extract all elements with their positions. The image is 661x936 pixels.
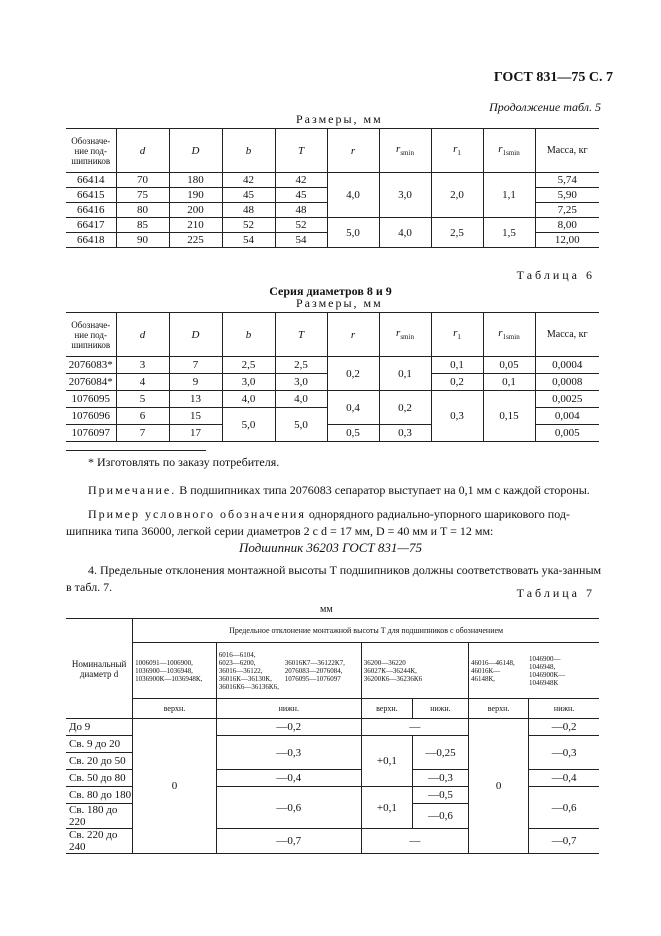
col-d: d xyxy=(116,129,169,173)
table5-caption: Размеры, мм xyxy=(296,112,383,126)
col-d: d xyxy=(116,313,169,357)
col-D: D xyxy=(169,129,222,173)
col-upper-1: верхн. xyxy=(133,699,217,719)
col-b: b xyxy=(222,313,275,357)
table-row: Св. 50 до 80 —0,4 —0,3 —0,4 xyxy=(66,770,599,787)
group-5-6: 46016—46148, 46016К— 46148К, 1046900— 1046948, 1046900К— 1046948К xyxy=(468,643,599,699)
col-r1: $r_1$ xyxy=(431,129,483,173)
table-6 xyxy=(66,312,599,442)
col-T: T xyxy=(275,129,327,173)
table-row: 2076084* 4 9 3,0 3,0 0,2 0,1 0,0008 xyxy=(66,374,599,391)
table6-label: Таблица 6 xyxy=(516,268,595,282)
table-row: 66418 90 225 54 54 12,00 xyxy=(66,233,599,248)
col-r: r xyxy=(327,313,379,357)
col-lower-2: нижн. xyxy=(412,699,468,719)
table-row: 66415 75 190 45 45 5,90 xyxy=(66,188,599,203)
table-row: 2076083* 3 7 2,5 2,5 0,2 0,1 0,1 0,05 0,0004 xyxy=(66,357,599,374)
table-row: 1076096 6 15 5,0 5,0 0,004 xyxy=(66,408,599,425)
table-row: 66414 70 180 42 42 4,0 3,0 2,0 1,1 5,74 xyxy=(66,173,599,188)
table7-unit: мм xyxy=(320,604,333,615)
col-r1smin: $r_{1smin}$ xyxy=(483,129,535,173)
example-paragraph: Пример условного обозначения однорядного радиально-упорного шарикового под-шипника типа 36000, легкой серии диаметров 2 с d = 17 мм, D = 40 мм и T = 12 мм: xyxy=(66,507,570,538)
table6-series-title: Серия диаметров 8 и 9 xyxy=(269,284,392,298)
col-T: T xyxy=(275,313,327,357)
table-row: 66417 85 210 52 52 5,0 4,0 2,5 1,5 8,00 xyxy=(66,218,599,233)
table6-caption: Размеры, мм xyxy=(296,296,383,310)
table-7 xyxy=(66,618,599,854)
table-row: 1076095 5 13 4,0 4,0 0,4 0,2 0,3 0,15 0,0025 xyxy=(66,391,599,408)
table-row: Св. 9 до 20 —0,3 +0,1 —0,25 —0,3 xyxy=(66,736,599,753)
footnote-divider xyxy=(66,450,206,451)
table-row: 66416 80 200 48 48 7,25 xyxy=(66,203,599,218)
col-D: D xyxy=(169,313,222,357)
table7-label: Таблица 7 xyxy=(516,586,595,600)
col-mass: Масса, кг xyxy=(535,313,599,357)
col-r1: $r_1$ xyxy=(431,313,483,357)
table-row: Св. 80 до 180 —0,6 +0,1 —0,5 —0,6 xyxy=(66,787,599,804)
col-designation: Обозначе- ние под- шипников xyxy=(66,129,116,173)
note: Примечание. В подшипниках типа 2076083 сепаратор выступает на 0,1 мм с каждой стороны. xyxy=(88,483,590,497)
page-header: ГОСТ 831—75 С. 7 xyxy=(493,70,613,85)
col-nominal-diameter: Номинальный диаметр d xyxy=(66,619,133,719)
table-row: До 9 0 —0,2 — 0 —0,2 xyxy=(66,719,599,736)
example-formula: Подшипник 36203 ГОСТ 831—75 xyxy=(239,540,422,555)
footnote: * Изготовлять по заказу потребителя. xyxy=(88,455,280,469)
col-b: b xyxy=(222,129,275,173)
table-5 xyxy=(66,128,599,248)
group-4: 36200—36220 36027К—36244К, 36200К6—36236К6 xyxy=(361,643,468,699)
col-lower-1: нижн. xyxy=(216,699,361,719)
group-2-3: 6016—6104, 6023—6200, 36016—36122, 36016К—36130К, 36016К6—36136К6, 36016К7—36122К7, 2076083—2076084, 1076095—1076097 xyxy=(216,643,361,699)
table5-continuation: Продолжение табл. 5 xyxy=(489,100,601,114)
col-lower-3: нижн. xyxy=(529,699,599,719)
table-row: Св. 20 до 50 xyxy=(66,753,599,770)
col-rsmin: $r_{smin}$ xyxy=(379,313,431,357)
col-r: r xyxy=(327,129,379,173)
table-row: Св. 220 до 240 —0,7 — —0,7 xyxy=(66,829,599,854)
col-designation: Обозначе- ние под- шипников xyxy=(66,313,116,357)
group-header: Предельное отклонение монтажной высоты Т для подшипников с обозначением xyxy=(133,619,599,643)
group-1: 1006091—1006900, 1036900—1036948, 1036900К—1036948К, xyxy=(133,643,217,699)
col-r1smin: $r_{1smin}$ xyxy=(483,313,535,357)
paragraph-4: 4. Предельные отклонения монтажной высоты T подшипников должны соответствовать ука-занным в табл. 7. xyxy=(66,563,602,594)
col-rsmin: $r_{smin}$ xyxy=(379,129,431,173)
col-upper-3: верхн. xyxy=(468,699,528,719)
table-row: Св. 180 до 220 —0,6 xyxy=(66,804,599,829)
table-row: 1076097 7 17 0,5 0,3 0,005 xyxy=(66,425,599,442)
col-mass: Масса, кг xyxy=(535,129,599,173)
col-upper-2: верхн. xyxy=(361,699,412,719)
